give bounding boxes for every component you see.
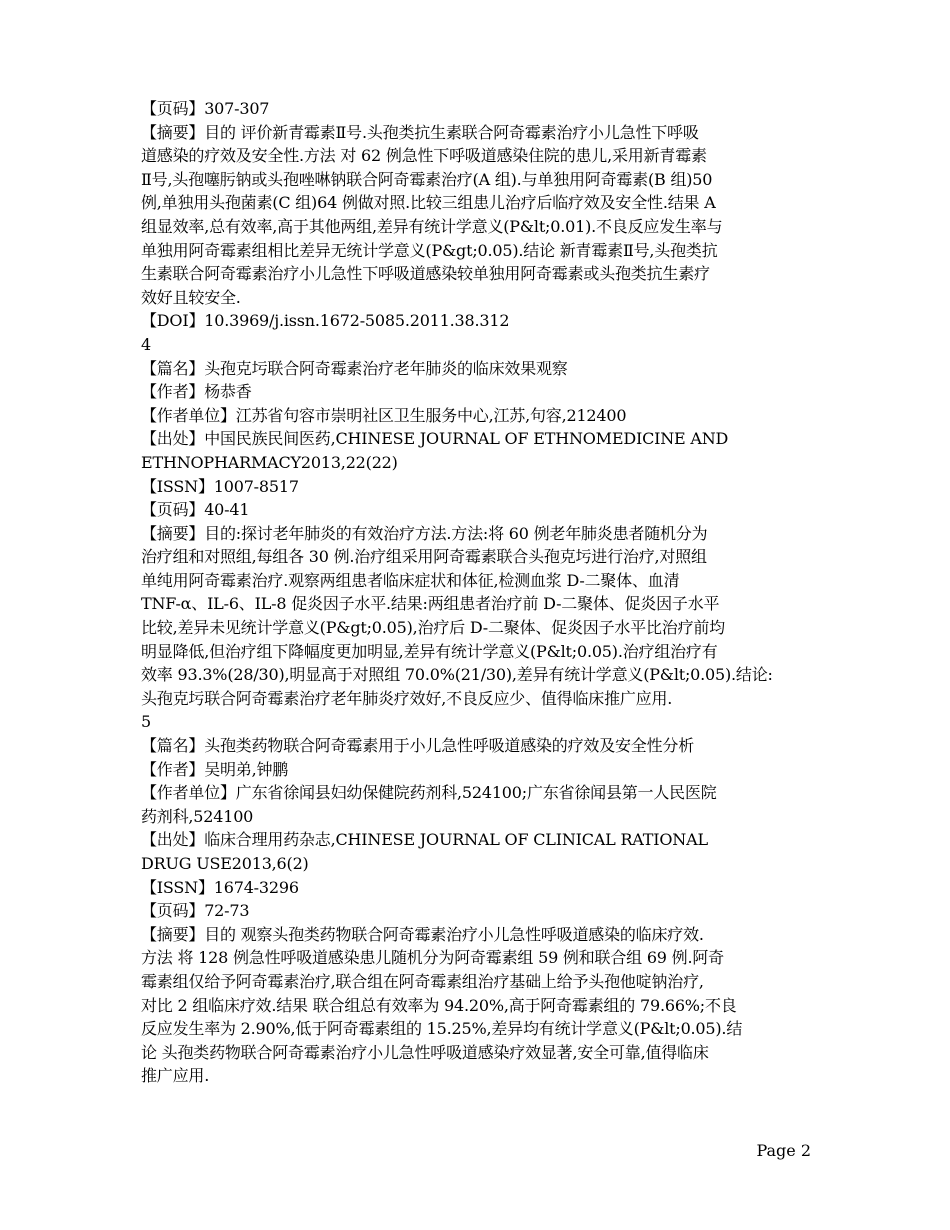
text-line: DRUG USE2013,6(2) bbox=[141, 854, 309, 873]
text-line: TNF-α、IL-6、IL-8 促炎因子水平.结果:两组患者治疗前 D-二聚体、促炎因子水平 bbox=[141, 594, 720, 614]
text-line: 【作者】杨恭香 bbox=[141, 382, 252, 402]
text-line: 【篇名】头孢类药物联合阿奇霉素用于小儿急性呼吸道感染的疗效及安全性分析 bbox=[141, 736, 695, 756]
text-line: 【摘要】目的 评价新青霉素Ⅱ号.头孢类抗生素联合阿奇霉素治疗小儿急性下呼吸 bbox=[141, 122, 699, 142]
text-line: 【ISSN】1007-8517 bbox=[141, 476, 299, 496]
text-line: 治疗组和对照组,每组各 30 例.治疗组采用阿奇霉素联合头孢克圬进行治疗,对照组 bbox=[141, 547, 707, 567]
text-line: 【DOI】10.3969/j.issn.1672-5085.2011.38.312 bbox=[141, 311, 510, 331]
text-line: 对比 2 组临床疗效.结果 联合组总有效率为 94.20%,高于阿奇霉素组的 79.66%;不良 bbox=[141, 995, 737, 1015]
text-line: 效率 93.3%(28/30),明显高于对照组 70.0%(21/30),差异有统计学意义(P&lt;0.05).结论: bbox=[141, 665, 773, 685]
text-line: 方法 将 128 例急性呼吸道感染患儿随机分为阿奇霉素组 59 例和联合组 69 例.阿奇 bbox=[141, 948, 724, 968]
text-line: 【摘要】目的 观察头孢类药物联合阿奇霉素治疗小儿急性呼吸道感染的临床疗效. bbox=[141, 924, 704, 944]
text-line: 反应发生率为 2.90%,低于阿奇霉素组的 15.25%,差异均有统计学意义(P&lt;0.05).结 bbox=[141, 1019, 743, 1039]
text-line: 【页码】72-73 bbox=[141, 901, 250, 921]
text-line: 【作者单位】江苏省句容市崇明社区卫生服务中心,江苏,句容,212400 bbox=[141, 405, 627, 425]
text-line: 效好且较安全. bbox=[141, 287, 241, 307]
text-line: 【出处】临床合理用药杂志,CHINESE JOURNAL OF CLINICAL RATIONAL bbox=[141, 830, 708, 850]
text-line: 明显降低,但治疗组下降幅度更加明显,差异有统计学意义(P&lt;0.05).治疗组治疗有 bbox=[141, 641, 718, 661]
text-line: 单独用阿奇霉素组相比差异无统计学意义(P&gt;0.05).结论 新青霉素Ⅱ号,头孢类抗 bbox=[141, 240, 718, 260]
text-line: 药剂科,524100 bbox=[141, 806, 254, 826]
text-line: 【篇名】头孢克圬联合阿奇霉素治疗老年肺炎的临床效果观察 bbox=[141, 358, 568, 378]
text-line: 道感染的疗效及安全性.方法 对 62 例急性下呼吸道感染住院的患儿,采用新青霉素 bbox=[141, 146, 707, 166]
text-line: 【页码】307-307 bbox=[141, 99, 270, 118]
text-line: 【作者】吴明弟,钟鹏 bbox=[141, 759, 289, 779]
text-line: 单纯用阿奇霉素治疗.观察两组患者临床症状和体征,检测血浆 D-二聚体、血清 bbox=[141, 570, 680, 590]
text-line: 论 头孢类药物联合阿奇霉素治疗小儿急性呼吸道感染疗效显著,安全可靠,值得临床 bbox=[141, 1042, 709, 1062]
text-line: 组显效率,总有效率,高于其他两组,差异有统计学意义(P&lt;0.01).不良反应发生率与 bbox=[141, 216, 723, 236]
text-line: 4 bbox=[141, 334, 151, 354]
document-body bbox=[141, 97, 816, 1088]
text-line: 【页码】40-41 bbox=[141, 500, 250, 520]
text-line: 生素联合阿奇霉素治疗小儿急性下呼吸道感染较单独用阿奇霉素或头孢类抗生素疗 bbox=[141, 264, 710, 284]
text-line: ETHNOPHARMACY2013,22(22) bbox=[141, 452, 398, 472]
text-line: 比较,差异未见统计学意义(P&gt;0.05),治疗后 D-二聚体、促炎因子水平比治疗前均 bbox=[141, 618, 725, 638]
text-line: 5 bbox=[141, 712, 151, 732]
text-line: 例,单独用头孢菌素(C 组)64 例做对照.比较三组患儿治疗后临疗效及安全性.结果 A bbox=[141, 193, 716, 213]
text-line: 【摘要】目的:探讨老年肺炎的有效治疗方法.方法:将 60 例老年肺炎患者随机分为 bbox=[141, 523, 708, 543]
page-number: Page 2 bbox=[756, 1141, 811, 1160]
text-line: 霉素组仅给予阿奇霉素治疗,联合组在阿奇霉素组治疗基础上给予头孢他啶钠治疗, bbox=[141, 971, 704, 991]
text-line: 【作者单位】广东省徐闻县妇幼保健院药剂科,524100;广东省徐闻县第一人民医院 bbox=[141, 783, 717, 803]
text-line: 头孢克圬联合阿奇霉素治疗老年肺炎疗效好,不良反应少、值得临床推广应用. bbox=[141, 688, 673, 708]
text-line: Ⅱ号,头孢噻肟钠或头孢唑啉钠联合阿奇霉素治疗(A 组).与单独用阿奇霉素(B 组)50 bbox=[141, 169, 713, 189]
text-line: 【出处】中国民族民间医药,CHINESE JOURNAL OF ETHNOMEDICINE AND bbox=[141, 429, 729, 449]
text-line: 【ISSN】1674-3296 bbox=[141, 877, 299, 897]
text-line: 推广应用. bbox=[141, 1066, 210, 1086]
